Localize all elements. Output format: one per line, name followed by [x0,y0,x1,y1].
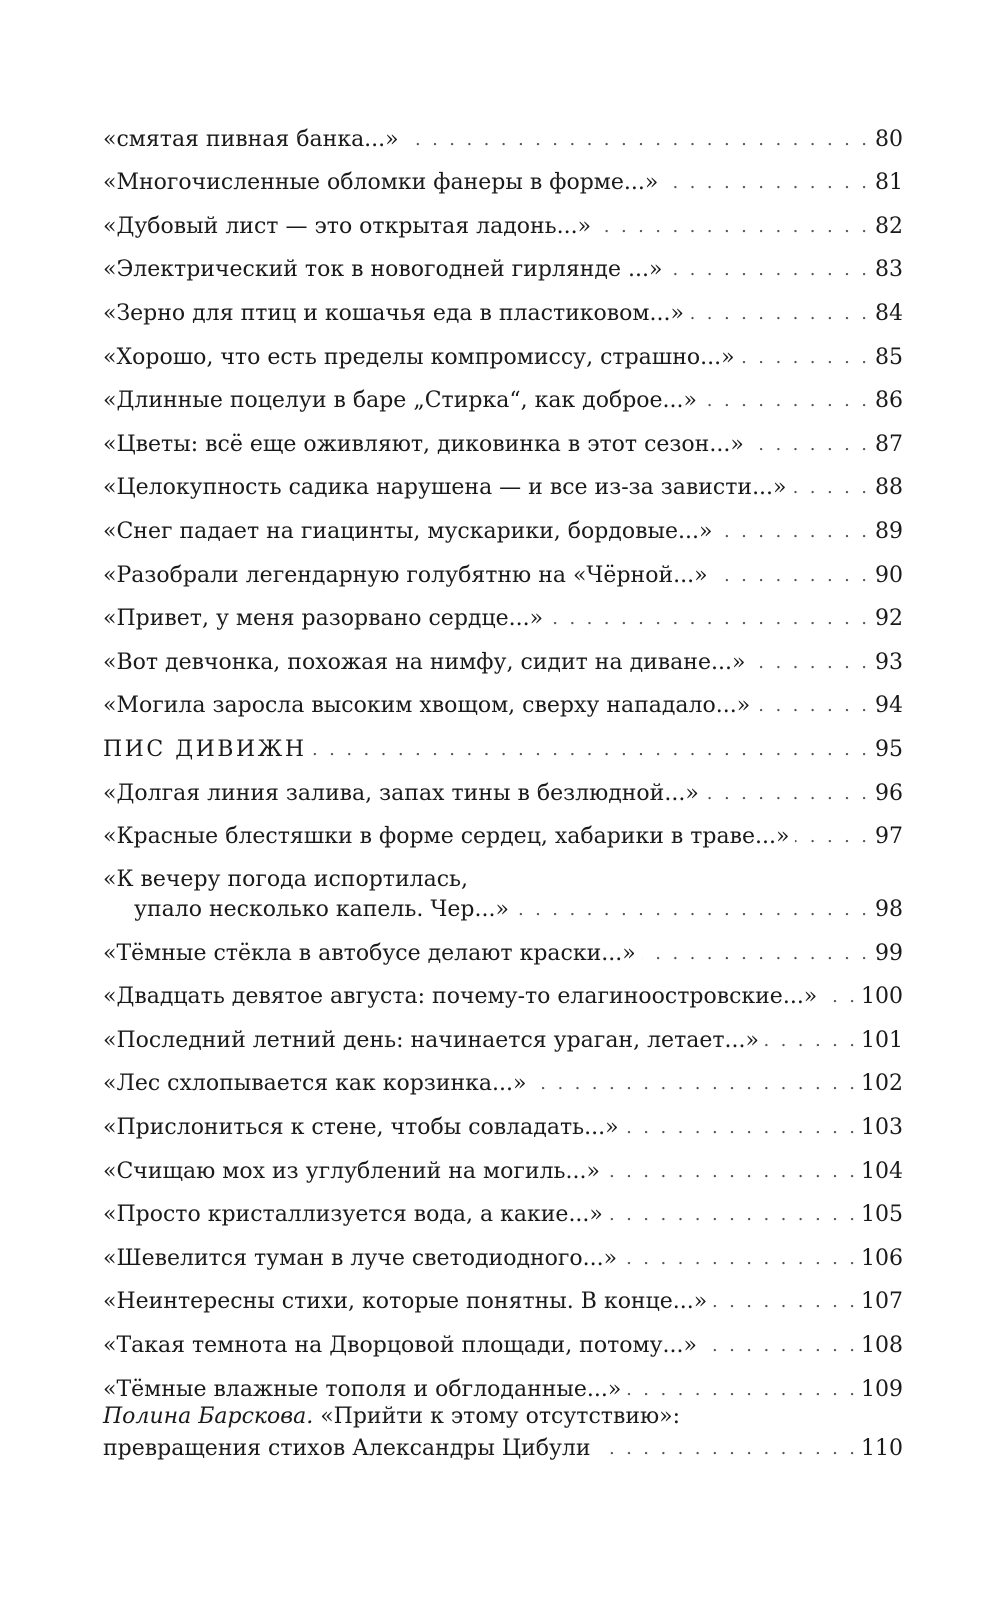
toc-entry [103,678,903,722]
toc-entry [103,591,903,635]
toc-entry [103,765,903,809]
toc-entry [103,1012,903,1056]
toc-entry-title: «смятая пивная банка...» [103,126,399,152]
dot-leader [627,1375,855,1405]
dot-leader [713,1287,855,1317]
toc-entry-page: 94 [875,693,903,719]
toc-entry-page: 102 [861,1071,903,1097]
toc-entry [103,503,903,547]
toc-entry [103,1143,903,1187]
toc-entry-page: 80 [875,126,903,152]
dot-leader [823,982,855,1012]
toc-entry-page: 93 [875,649,903,675]
toc-entry-title: «Двадцать девятое августа: почему-то елагиноостровские...» [103,984,818,1010]
dot-leader [515,895,867,925]
toc-entry-title: «Привет, у меня разорвано сердце...» [103,606,544,632]
toc-entry-title: «Неинтересны стихи, которые понятны. В конце...» [103,1289,708,1315]
afterword-title-continued: превращения стихов Александры Цибули [103,1436,591,1461]
toc-entry-page: 98 [875,897,903,923]
toc-entry-title: «Просто кристаллизуется вода, а какие...» [103,1202,603,1228]
dot-leader [549,604,867,634]
toc-entry-page: 84 [875,300,903,326]
toc-entry [103,969,903,1013]
dot-leader [642,939,867,969]
dot-leader [690,299,867,329]
toc-entry-title: «Вот девчонка, похожая на нимфу, сидит на диване...» [103,649,746,675]
toc-entry [103,1361,903,1405]
toc-entry-title: «Такая темнота на Дворцовой площади, потому...» [103,1333,697,1359]
toc-entry [103,242,903,286]
dot-leader [714,561,867,591]
dot-leader [703,1331,855,1361]
dot-leader [606,1157,855,1187]
toc-entry-title: «Шевелится туман в луче светодиодного...» [103,1245,618,1271]
toc-entry-title: «Долгая линия залива, запах тины в безлюдной...» [103,780,699,806]
table-of-contents [103,111,903,1405]
toc-entry-title: «Тёмные влажные тополя и обглоданные...» [103,1376,622,1402]
toc-entry-page: 109 [861,1376,903,1402]
toc-entry [103,1187,903,1231]
toc-entry-title: «Зерно для птиц и кошачья еда в пластиковом...» [103,300,684,326]
toc-entry-title: «Снег падает на гиацинты, мускарики, бордовые...» [103,518,713,544]
toc-entry [103,1230,903,1274]
toc-entry [103,634,903,678]
toc-entry-title: «Тёмные стёкла в автобусе делают краски...» [103,940,636,966]
afterword-title: «Прийти к этому отсутствию»: [320,1404,681,1429]
toc-entry [103,1099,903,1143]
toc-entry [103,809,903,853]
toc-entry [103,925,903,969]
toc-entry-title: «Разобрали легендарную голубятню на «Чёрной...» [103,562,708,588]
toc-entry [103,547,903,591]
dot-leader [750,430,867,460]
dot-leader [597,1434,855,1464]
dot-leader [765,1026,855,1056]
toc-entry-title: «Последний летний день: начинается ураган, летает...» [103,1027,759,1053]
dot-leader [597,212,867,242]
toc-entry-page: 106 [861,1245,903,1271]
toc-entry-title: «Хорошо, что есть пределы компромиссу, страшно...» [103,344,735,370]
toc-entry-page: 95 [875,736,903,762]
dot-leader [625,1113,855,1143]
dot-leader [795,822,867,852]
toc-entry [103,1317,903,1361]
toc-entry-title: «Счищаю мох из углублений на могиль...» [103,1158,600,1184]
section-title: ПИС ДИВИЖН [103,736,307,762]
toc-entry-page: 83 [875,257,903,283]
toc-entry-title: «К вечеру погода испортилась, упало несколько капель. Чер...» [103,867,509,923]
toc-entry-title: «Прислониться к стене, чтобы совладать...» [103,1115,619,1141]
toc-entry-page: 92 [875,606,903,632]
afterword-entry [103,1402,903,1464]
dot-leader [405,125,867,155]
toc-entry [103,1056,903,1100]
toc-entry-page: 101 [861,1027,903,1053]
toc-entry-page: 86 [875,388,903,414]
toc-entry-page: 103 [861,1115,903,1141]
toc-entry [103,1274,903,1318]
toc-entry-title: «Красные блестяшки в форме сердец, хабарики в траве...» [103,824,790,850]
toc-entry [103,111,903,155]
afterword-title-line1 [103,1402,903,1432]
toc-entry-page: 100 [861,984,903,1010]
dot-leader [793,473,867,503]
afterword-page: 110 [861,1436,903,1461]
toc-entry-title: «Длинные поцелуи в баре „Стирка“, как доброе...» [103,388,697,414]
toc-entry-page: 105 [861,1202,903,1228]
dot-leader [703,386,867,416]
afterword-author: Полина Барскова. [103,1404,314,1429]
toc-entry-title: «Многочисленные обломки фанеры в форме...» [103,170,659,196]
toc-entry-page: 107 [861,1289,903,1315]
dot-leader [532,1069,855,1099]
toc-entry-page: 108 [861,1333,903,1359]
toc-entry [103,198,903,242]
dot-leader [741,343,867,373]
toc-entry [103,460,903,504]
toc-entry [103,285,903,329]
dot-leader [705,779,867,809]
toc-entry [103,155,903,199]
toc-entry [103,329,903,373]
toc-entry [103,852,903,925]
toc-section-heading [103,721,903,765]
toc-entry [103,416,903,460]
toc-entry-title: «Целокупность садика нарушена — и все из-за зависти...» [103,475,787,501]
toc-entry-page: 90 [875,562,903,588]
afterword-title-line2 [103,1434,903,1464]
toc-entry-page: 89 [875,518,903,544]
toc-entry-page: 81 [875,170,903,196]
toc-entry-title: «Цветы: всё еще оживляют, диковинка в этот сезон...» [103,431,744,457]
dot-leader [664,168,867,198]
toc-entry-page: 82 [875,213,903,239]
dot-leader [718,517,867,547]
toc-entry-page: 88 [875,475,903,501]
toc-entry-title: «Дубовый лист — это открытая ладонь...» [103,213,592,239]
toc-entry-page: 96 [875,780,903,806]
toc-entry [103,373,903,417]
dot-leader [313,735,867,765]
dot-leader [609,1200,855,1230]
toc-entry-title: «Лес схлопывается как корзинка...» [103,1071,527,1097]
toc-entry-page: 85 [875,344,903,370]
dot-leader [751,648,867,678]
toc-entry-page: 99 [875,940,903,966]
toc-entry-page: 104 [861,1158,903,1184]
toc-entry-title: «Могила заросла высоким хвощом, сверху нападало...» [103,693,751,719]
toc-entry-page: 97 [875,824,903,850]
dot-leader [623,1244,855,1274]
toc-entry-page: 87 [875,431,903,457]
dot-leader [756,691,867,721]
toc-entry-title: «Электрический ток в новогодней гирлянде ...» [103,257,663,283]
dot-leader [668,255,867,285]
